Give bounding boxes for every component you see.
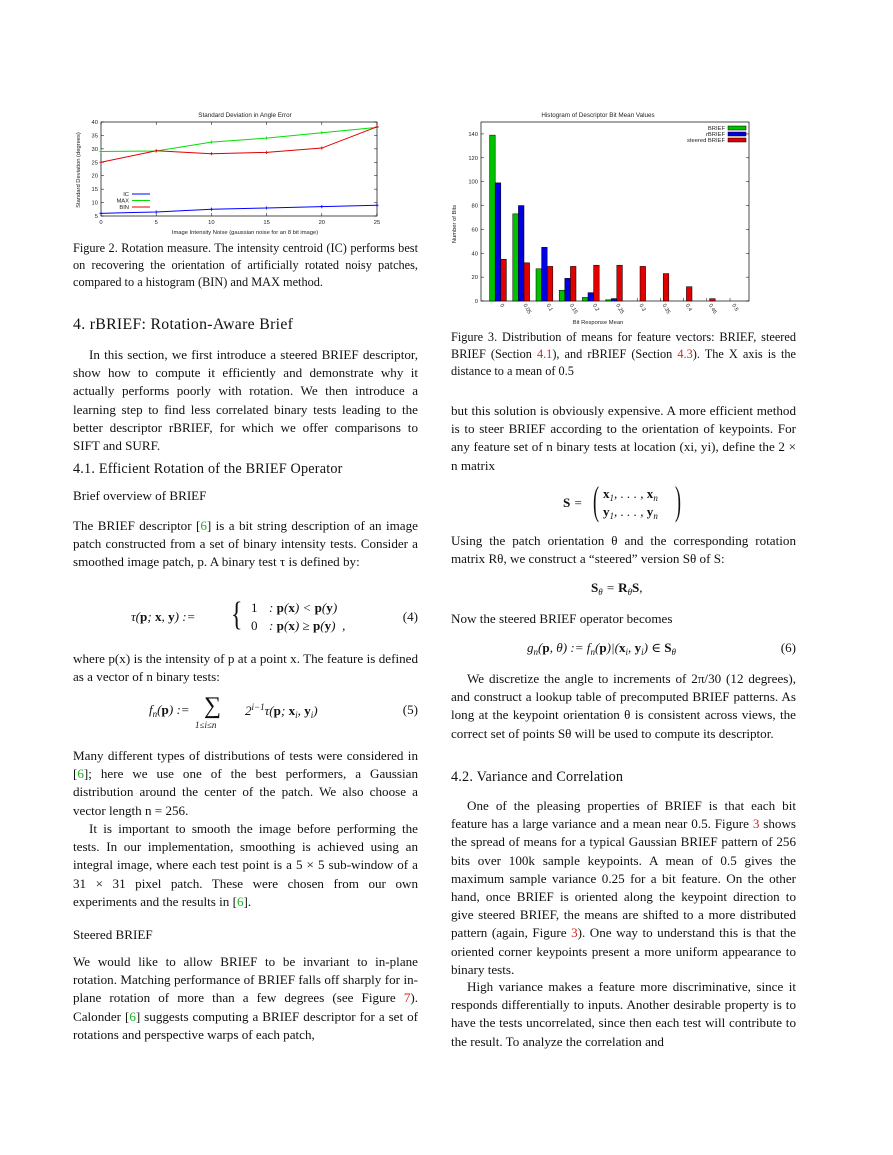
- text: ] is a bit string description of an image patch constructed from a set of binary intensity tests. Consider a smoothed image patch, p. A binary test τ is defined by:: [73, 518, 418, 570]
- figure-3: [451, 108, 796, 330]
- figure-2-y-tick-label: 35: [91, 133, 98, 140]
- figure-3-bar-brief: [559, 290, 565, 301]
- figure-2-x-tick-label: 20: [318, 220, 326, 226]
- figure-2-y-tick-label: 40: [91, 120, 98, 126]
- figure-3-x-tick-label: 0.3: [637, 303, 647, 313]
- citation-link[interactable]: 6: [237, 893, 244, 909]
- figure-2-series-bin-point: [265, 151, 268, 154]
- figure-3-bar-steered-brief: [570, 266, 576, 301]
- figure-2-legend-label-ic: IC: [123, 192, 129, 198]
- figure-3-legend-swatch-steered-brief: [728, 138, 746, 142]
- equation-4-number: (4): [402, 609, 418, 624]
- figure-3-bar-rbrief: [495, 183, 501, 301]
- brief-descriptor-paragraph: [73, 517, 418, 572]
- figure-2-legend-label-max: MAX: [116, 198, 129, 205]
- figure-2-series-ic-line: [101, 205, 377, 213]
- text: Many different types of distributions of tests were considered in [: [73, 748, 418, 782]
- figure-2-series-ic-point: [265, 206, 268, 209]
- figure-3-bar-brief: [536, 269, 542, 301]
- figure-2-series-bin-point: [99, 161, 102, 164]
- figure-2-series-ic-point: [99, 212, 102, 215]
- section-4-heading: 4. rBRIEF: Rotation-Aware Brief: [73, 316, 294, 333]
- equation-4: τ(p; x, y) := { 1 : p(x) < p(y) 0 : p(x) ≥ p(y) , (4): [131, 596, 418, 633]
- section-4-intro-paragraph: In this section, we first introduce a steered BRIEF descriptor, show how to compute it efficiently and demonstrate why it actually performs poorly with rotation. We then introduce a learning step to find less correlated binary tests leading to the better descriptor rBRIEF, for which we offer comparisons to SIFT and SURF.: [73, 347, 418, 454]
- subsection-brief-overview-heading: Brief overview of BRIEF: [73, 488, 207, 503]
- text: shows the spread of means for a typical Gaussian BRIEF pattern of 256 bits over 100k sample keypoints. A mean of 0.5 gives the maximum sample variance 0.25 for a bit feature. On the other hand, once BRIEF is oriented along the keypoint direction to give steered BRIEF, the means are shifted to a more distributed pattern (again, Figure: [451, 816, 796, 941]
- figure-3-x-tick-label: 0.35: [660, 303, 672, 316]
- text: ). Calonder [: [73, 990, 418, 1024]
- figure-3-bar-rbrief: [518, 206, 524, 301]
- figure-2-series-max-line: [101, 127, 377, 151]
- figure-3-bar-steered-brief: [524, 263, 530, 301]
- figure-3-y-tick-label: 20: [471, 275, 478, 282]
- text: It is important to smooth the image before performing the tests. In our implementation, smoothing is achieved using an integral image, where each test point is a 5 × 5 sub-window of a 31 × 31 pixel patch. These were chosen from our own experiments and the results in [: [73, 821, 418, 909]
- steered-brief-paragraph: [73, 953, 418, 1044]
- citation-link[interactable]: 6: [200, 518, 207, 533]
- figure-3-x-tick-label: 0.5: [730, 303, 740, 313]
- figure-2-chart: [73, 108, 418, 238]
- figure-3-bar-steered-brief: [547, 266, 553, 301]
- figure-2: [73, 108, 418, 238]
- figure-2-x-tick-label: 25: [373, 220, 381, 226]
- smoothing-paragraph: [73, 820, 418, 911]
- figure-3-y-tick-label: 120: [468, 155, 478, 162]
- figure-link[interactable]: 3: [571, 925, 578, 941]
- figure-3-legend-swatch-brief: [728, 126, 746, 130]
- figure-3-y-tick-label: 140: [468, 131, 478, 138]
- figure-3-bar-rbrief: [611, 299, 617, 301]
- figure-3-x-tick-label: 0.1: [544, 303, 554, 313]
- figure-2-series-max-point: [99, 150, 102, 153]
- figure-2-series-bin-point: [210, 152, 213, 155]
- figure-3-x-tick-label: 0.2: [591, 303, 601, 313]
- discretize-paragraph: We discretize the angle to increments of 2π/30 (12 degrees), and construct a lookup table of precomputed BRIEF patterns. As long at the keypoint orientation θ is consistent across views, the correct set of points Sθ will be used to compute its descriptor.: [451, 671, 796, 741]
- figure-3-bar-steered-brief: [686, 287, 692, 301]
- equation-matrix-s: S = ( $x_1$, . . . , $x_n$ $y_1$, . . . , $y_n$ ): [563, 478, 681, 523]
- figure-3-bar-steered-brief: [710, 299, 716, 301]
- text: ). The X axis is the distance to a mean of 0.5: [451, 347, 796, 378]
- figure-3-y-tick-label: 60: [471, 227, 478, 234]
- text: ). One way to understand this is that the oriented corner keypoints present a more uniform appearance to binary tests.: [451, 925, 796, 977]
- section-4-2-heading: 4.2. Variance and Correlation: [451, 769, 624, 785]
- figure-2-y-tick-label: 15: [91, 187, 98, 194]
- figure-3-y-tick-label: 0: [474, 299, 478, 305]
- figure-3-legend-label-steered-brief: steered BRIEF: [686, 138, 725, 144]
- text: ]; here we use one of the best performers, a Gaussian distribution around the center of the patch. We also choose a vector length n = 256.: [73, 766, 418, 818]
- figure-2-series-bin-line: [101, 127, 377, 162]
- figure-3-bar-rbrief: [565, 278, 571, 301]
- figure-2-series-ic-point: [375, 204, 378, 207]
- distribution-paragraph: [73, 747, 418, 820]
- figure-3-bar-rbrief: [542, 247, 548, 301]
- section-link[interactable]: 4.1: [536, 347, 553, 361]
- feature-definition-paragraph: where p(x) is the intensity of p at a point x. The feature is defined as a vector of n binary tests:: [73, 651, 418, 685]
- variance-paragraph: [451, 797, 796, 979]
- text: ] suggests computing a BRIEF descriptor for a set of rotations and perspective warps of each patch,: [73, 1008, 418, 1042]
- figure-3-bar-rbrief: [588, 293, 594, 301]
- figure-2-y-tick-label: 30: [91, 146, 98, 153]
- equation-5-number: (5): [402, 702, 418, 717]
- figure-link[interactable]: 3: [752, 816, 760, 832]
- text: Figure 3. Distribution of means for feature vectors: BRIEF, steered BRIEF (Section: [451, 330, 796, 361]
- figure-3-x-tick-label: 0.45: [707, 303, 718, 316]
- text: One of the pleasing properties of BRIEF is that each bit feature has a large variance and a mean near 0.5. Figure: [451, 798, 796, 832]
- text: The BRIEF descriptor [: [73, 518, 201, 533]
- equation-6: $g_n(p$, θ) := $f_n(p)|(x_i$, $y_i$) ∈ $S_\theta$ (6): [527, 640, 796, 657]
- figure-3-bar-steered-brief: [617, 265, 623, 301]
- figure-2-series-ic-point: [155, 210, 158, 213]
- figure-3-y-tick-label: 80: [471, 203, 478, 210]
- figure-2-series-max-point: [210, 141, 213, 144]
- figure-2-y-tick-label: 10: [91, 200, 98, 207]
- figure-2-y-axis-label: Standard Deviation (degrees): [76, 132, 82, 208]
- figure-link[interactable]: 7: [403, 990, 411, 1006]
- figure-3-legend-label-brief: BRIEF: [707, 126, 725, 132]
- citation-link[interactable]: 6: [129, 1008, 136, 1024]
- section-4-1-heading: 4.1. Efficient Rotation of the BRIEF Operator: [73, 461, 343, 477]
- equation-5: $f_n(p)$ := ∑ 1≤i≤n $2^{i-1}\tau(p$; $x_i$, $y_i$) (5): [149, 693, 418, 730]
- figure-2-series-max-point: [320, 131, 323, 134]
- figure-2-x-tick-label: 10: [208, 220, 215, 226]
- figure-3-chart: [451, 108, 796, 330]
- text: ].: [243, 893, 252, 909]
- figure-2-caption: Figure 2. Rotation measure. The intensity centroid (IC) performs best on recovering the orientation of artificially rotated noisy patches, compared to a histogram (BIN) and MAX method.: [73, 241, 418, 289]
- figure-2-series-ic-point: [210, 208, 213, 211]
- section-link[interactable]: 4.3: [677, 347, 693, 361]
- figure-3-bar-steered-brief: [594, 265, 600, 301]
- figure-3-bar-steered-brief: [501, 259, 507, 301]
- citation-link[interactable]: 6: [77, 766, 84, 782]
- figure-2-y-tick-label: 5: [94, 214, 98, 220]
- figure-2-plot-frame: [101, 122, 377, 216]
- figure-2-series-max-point: [265, 137, 268, 140]
- steer-method-paragraph: but this solution is obviously expensive. A more efficient method is to steer BRIEF according to the orientation of keypoints. For any feature set of n binary tests at location (xi, yi), define the 2 × n matrix: [451, 403, 796, 473]
- figure-3-y-tick-label: 100: [468, 179, 478, 186]
- figure-3-x-axis-label: Bit Response Mean: [572, 320, 624, 326]
- figure-2-chart-title: Standard Deviation in Angle Error: [198, 112, 292, 119]
- figure-2-x-tick-label: 15: [263, 220, 270, 226]
- figure-3-caption: [451, 329, 796, 380]
- figure-3-bar-steered-brief: [663, 274, 669, 301]
- figure-3-bar-steered-brief: [640, 266, 646, 301]
- equation-steered-s: $S_\theta = R_\theta S$,: [591, 580, 643, 597]
- figure-3-x-tick-label: 0.4: [683, 303, 693, 313]
- subsection-steered-brief-heading: Steered BRIEF: [73, 927, 153, 942]
- figure-3-legend-label-rbrief: rBRIEF: [705, 132, 725, 138]
- figure-2-y-tick-label: 25: [91, 160, 98, 167]
- text: We would like to allow BRIEF to be invariant to in-plane rotation. Matching performance of BRIEF falls off sharply for in-plane rotation of more than a few degrees (see Figure: [73, 954, 418, 1006]
- figure-3-x-tick-label: 0.25: [614, 303, 625, 316]
- figure-3-x-tick-label: 0.05: [521, 303, 532, 316]
- figure-3-bar-brief: [606, 300, 612, 301]
- figure-3-legend-swatch-rbrief: [728, 132, 746, 136]
- correlation-paragraph: High variance makes a feature more discriminative, since it responds differentially to inputs. Another desirable property is to have the tests uncorrelated, since then each test will contribute to the result. To analyze the correlation and: [451, 979, 796, 1049]
- figure-3-y-axis-label: Number of Bits: [452, 204, 458, 244]
- figure-2-series-ic-point: [320, 205, 323, 208]
- figure-3-bar-brief: [582, 297, 588, 301]
- text: ), and rBRIEF (Section: [552, 347, 678, 361]
- rotation-matrix-paragraph: Using the patch orientation θ and the corresponding rotation matrix Rθ, we construct a “steered” version Sθ of S:: [451, 533, 796, 567]
- figure-3-bar-brief: [490, 135, 496, 301]
- figure-3-y-tick-label: 40: [471, 251, 478, 258]
- figure-2-x-tick-label: 5: [154, 220, 158, 226]
- figure-3-chart-title: Histogram of Descriptor Bit Mean Values: [541, 112, 655, 119]
- figure-3-bar-brief: [513, 214, 519, 301]
- figure-3-x-tick-label: 0.15: [567, 303, 579, 316]
- figure-2-x-tick-label: 0: [99, 220, 103, 226]
- figure-2-y-tick-label: 20: [91, 173, 98, 180]
- figure-2-series-bin-point: [155, 149, 158, 152]
- figure-2-x-axis-label: Image Intensity Noise (gaussian noise for an 8 bit image): [171, 230, 319, 236]
- figure-2-series-bin-point: [320, 146, 323, 149]
- steered-operator-paragraph: Now the steered BRIEF operator becomes: [451, 611, 673, 626]
- equation-6-number: (6): [780, 640, 796, 655]
- figure-3-x-tick-label: 0: [498, 303, 505, 309]
- figure-2-legend-label-bin: BIN: [119, 205, 129, 211]
